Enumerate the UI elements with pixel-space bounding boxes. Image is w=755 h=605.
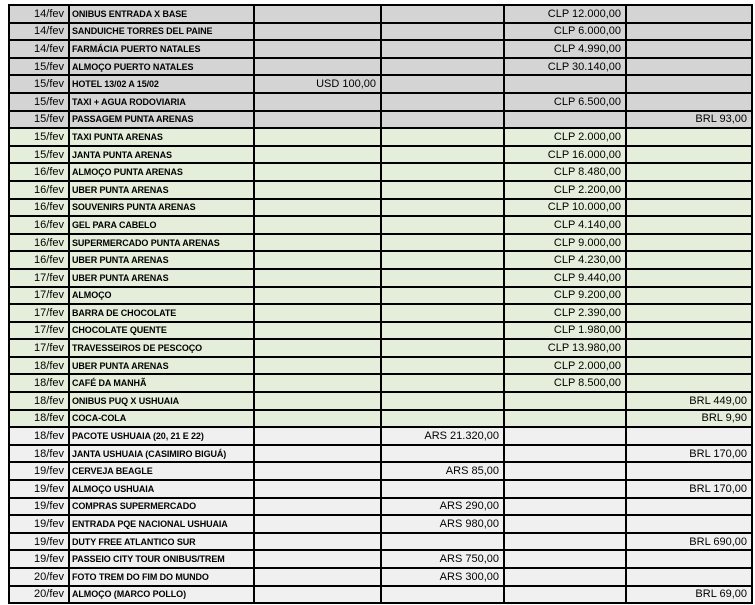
clp-amount-cell[interactable]: CLP 9.000,00 (504, 234, 626, 252)
ars-amount-cell[interactable] (381, 339, 504, 357)
expense-table (8, 4, 753, 604)
description-cell[interactable]: ALMOÇO (69, 287, 254, 305)
usd-amount-cell[interactable] (254, 216, 381, 234)
date-cell[interactable]: 19/fev (9, 480, 69, 498)
clp-amount-cell[interactable] (504, 515, 626, 533)
description-cell[interactable]: SANDUICHE TORRES DEL PAINE (69, 23, 254, 41)
ars-amount-cell[interactable] (381, 146, 504, 164)
usd-amount-cell[interactable] (254, 515, 381, 533)
date-cell[interactable]: 15/fev (9, 93, 69, 111)
table-row (9, 322, 752, 340)
date-cell[interactable]: 16/fev (9, 199, 69, 217)
description-cell[interactable]: PASSEIO CITY TOUR ONIBUS/TREM (69, 550, 254, 568)
brl-amount-cell[interactable] (626, 128, 752, 146)
clp-amount-cell[interactable]: CLP 10.000,00 (504, 199, 626, 217)
brl-amount-cell[interactable] (626, 199, 752, 217)
brl-amount-cell[interactable] (626, 374, 752, 392)
table-row (9, 515, 752, 533)
description-cell[interactable]: TAXI PUNTA ARENAS (69, 128, 254, 146)
date-cell[interactable]: 18/fev (9, 410, 69, 428)
usd-amount-cell[interactable] (254, 93, 381, 111)
ars-amount-cell[interactable] (381, 5, 504, 23)
description-cell[interactable]: ALMOÇO PUNTA ARENAS (69, 163, 254, 181)
expense-table-body (9, 5, 752, 603)
description-cell[interactable]: ENTRADA PQE NACIONAL USHUAIA (69, 515, 254, 533)
usd-amount-cell[interactable] (254, 392, 381, 410)
usd-amount-cell[interactable] (254, 5, 381, 23)
brl-amount-cell[interactable]: BRL 9,90 (626, 410, 752, 428)
description-cell[interactable]: HOTEL 13/02 A 15/02 (69, 75, 254, 93)
ars-amount-cell[interactable] (381, 357, 504, 375)
brl-amount-cell[interactable] (626, 93, 752, 111)
usd-amount-cell[interactable] (254, 322, 381, 340)
date-cell[interactable]: 15/fev (9, 58, 69, 76)
usd-amount-cell[interactable] (254, 339, 381, 357)
ars-amount-cell[interactable] (381, 322, 504, 340)
brl-amount-cell[interactable] (626, 75, 752, 93)
date-cell[interactable]: 18/fev (9, 392, 69, 410)
clp-amount-cell[interactable] (504, 533, 626, 551)
date-cell[interactable]: 16/fev (9, 216, 69, 234)
clp-amount-cell[interactable] (504, 586, 626, 604)
clp-amount-cell[interactable]: CLP 13.980,00 (504, 339, 626, 357)
ars-amount-cell[interactable] (381, 128, 504, 146)
ars-amount-cell[interactable] (381, 251, 504, 269)
table-row (9, 93, 752, 111)
clp-amount-cell[interactable]: CLP 6.000,00 (504, 23, 626, 41)
ars-amount-cell[interactable]: ARS 980,00 (381, 515, 504, 533)
ars-amount-cell[interactable] (381, 269, 504, 287)
clp-amount-cell[interactable] (504, 111, 626, 129)
table-row (9, 216, 752, 234)
usd-amount-cell[interactable] (254, 462, 381, 480)
brl-amount-cell[interactable] (626, 181, 752, 199)
description-cell[interactable]: BARRA DE CHOCOLATE (69, 304, 254, 322)
usd-amount-cell[interactable] (254, 586, 381, 604)
clp-amount-cell[interactable] (504, 550, 626, 568)
clp-amount-cell[interactable] (504, 568, 626, 586)
clp-amount-cell[interactable]: CLP 8.480,00 (504, 163, 626, 181)
clp-amount-cell[interactable]: CLP 2.000,00 (504, 357, 626, 375)
date-cell[interactable]: 14/fev (9, 40, 69, 58)
table-row (9, 586, 752, 604)
date-cell[interactable]: 19/fev (9, 550, 69, 568)
usd-amount-cell[interactable] (254, 568, 381, 586)
description-cell[interactable]: CHOCOLATE QUENTE (69, 322, 254, 340)
date-cell[interactable]: 15/fev (9, 111, 69, 129)
usd-amount-cell[interactable] (254, 533, 381, 551)
clp-amount-cell[interactable]: CLP 4.140,00 (504, 216, 626, 234)
table-row (9, 146, 752, 164)
clp-amount-cell[interactable]: CLP 12.000,00 (504, 5, 626, 23)
description-cell[interactable]: JANTA PUNTA ARENAS (69, 146, 254, 164)
description-cell[interactable]: FARMÁCIA PUERTO NATALES (69, 40, 254, 58)
ars-amount-cell[interactable] (381, 480, 504, 498)
description-cell[interactable]: COMPRAS SUPERMERCADO (69, 498, 254, 516)
usd-amount-cell[interactable] (254, 304, 381, 322)
ars-amount-cell[interactable] (381, 304, 504, 322)
brl-amount-cell[interactable]: BRL 93,00 (626, 111, 752, 129)
clp-amount-cell[interactable]: CLP 6.500,00 (504, 93, 626, 111)
clp-amount-cell[interactable]: CLP 9.440,00 (504, 269, 626, 287)
clp-amount-cell[interactable]: CLP 9.200,00 (504, 287, 626, 305)
description-cell[interactable]: ONIBUS PUQ X USHUAIA (69, 392, 254, 410)
ars-amount-cell[interactable] (381, 234, 504, 252)
date-cell[interactable]: 20/fev (9, 586, 69, 604)
brl-amount-cell[interactable] (626, 515, 752, 533)
date-cell[interactable]: 19/fev (9, 462, 69, 480)
description-cell[interactable]: COCA-COLA (69, 410, 254, 428)
description-cell[interactable]: ALMOÇO (MARCO POLLO) (69, 586, 254, 604)
date-cell[interactable]: 15/fev (9, 146, 69, 164)
description-cell[interactable]: GEL PARA CABELO (69, 216, 254, 234)
usd-amount-cell[interactable] (254, 163, 381, 181)
date-cell[interactable]: 15/fev (9, 128, 69, 146)
brl-amount-cell[interactable]: BRL 690,00 (626, 533, 752, 551)
table-row (9, 269, 752, 287)
brl-amount-cell[interactable] (626, 251, 752, 269)
usd-amount-cell[interactable] (254, 251, 381, 269)
table-row (9, 75, 752, 93)
usd-amount-cell[interactable] (254, 550, 381, 568)
brl-amount-cell[interactable] (626, 163, 752, 181)
ars-amount-cell[interactable] (381, 199, 504, 217)
brl-amount-cell[interactable]: BRL 69,00 (626, 586, 752, 604)
ars-amount-cell[interactable]: ARS 21.320,00 (381, 427, 504, 445)
brl-amount-cell[interactable] (626, 568, 752, 586)
description-cell[interactable]: CAFÉ DA MANHÃ (69, 374, 254, 392)
clp-amount-cell[interactable] (504, 392, 626, 410)
table-row (9, 251, 752, 269)
table-row (9, 5, 752, 23)
brl-amount-cell[interactable] (626, 339, 752, 357)
brl-amount-cell[interactable] (626, 322, 752, 340)
brl-amount-cell[interactable] (626, 146, 752, 164)
date-cell[interactable]: 16/fev (9, 234, 69, 252)
table-row (9, 480, 752, 498)
description-cell[interactable]: UBER PUNTA ARENAS (69, 269, 254, 287)
table-row (9, 23, 752, 41)
usd-amount-cell[interactable] (254, 480, 381, 498)
usd-amount-cell[interactable] (254, 287, 381, 305)
ars-amount-cell[interactable] (381, 392, 504, 410)
date-cell[interactable]: 16/fev (9, 251, 69, 269)
date-cell[interactable]: 16/fev (9, 181, 69, 199)
description-cell[interactable]: UBER PUNTA ARENAS (69, 251, 254, 269)
ars-amount-cell[interactable] (381, 445, 504, 463)
table-row (9, 58, 752, 76)
brl-amount-cell[interactable] (626, 427, 752, 445)
table-row (9, 392, 752, 410)
usd-amount-cell[interactable] (254, 146, 381, 164)
ars-amount-cell[interactable] (381, 533, 504, 551)
usd-amount-cell[interactable] (254, 269, 381, 287)
description-cell[interactable]: SUPERMERCADO PUNTA ARENAS (69, 234, 254, 252)
description-cell[interactable]: ALMOÇO USHUAIA (69, 480, 254, 498)
clp-amount-cell[interactable] (504, 462, 626, 480)
ars-amount-cell[interactable] (381, 58, 504, 76)
ars-amount-cell[interactable] (381, 216, 504, 234)
table-row (9, 462, 752, 480)
description-cell[interactable]: ONIBUS ENTRADA X BASE (69, 5, 254, 23)
clp-amount-cell[interactable]: CLP 16.000,00 (504, 146, 626, 164)
date-cell[interactable]: 19/fev (9, 533, 69, 551)
usd-amount-cell[interactable] (254, 111, 381, 129)
date-cell[interactable]: 18/fev (9, 374, 69, 392)
table-row (9, 128, 752, 146)
brl-amount-cell[interactable] (626, 23, 752, 41)
table-row (9, 234, 752, 252)
date-cell[interactable]: 17/fev (9, 304, 69, 322)
usd-amount-cell[interactable] (254, 410, 381, 428)
clp-amount-cell[interactable]: CLP 1.980,00 (504, 322, 626, 340)
brl-amount-cell[interactable] (626, 234, 752, 252)
usd-amount-cell[interactable] (254, 23, 381, 41)
clp-amount-cell[interactable] (504, 480, 626, 498)
brl-amount-cell[interactable]: BRL 449,00 (626, 392, 752, 410)
table-row (9, 304, 752, 322)
ars-amount-cell[interactable]: ARS 300,00 (381, 568, 504, 586)
date-cell[interactable]: 15/fev (9, 75, 69, 93)
ars-amount-cell[interactable] (381, 23, 504, 41)
brl-amount-cell[interactable] (626, 304, 752, 322)
table-row (9, 40, 752, 58)
clp-amount-cell[interactable]: CLP 8.500,00 (504, 374, 626, 392)
spreadsheet-area (8, 4, 753, 604)
date-cell[interactable]: 18/fev (9, 427, 69, 445)
usd-amount-cell[interactable] (254, 374, 381, 392)
table-row (9, 287, 752, 305)
clp-amount-cell[interactable]: CLP 2.200,00 (504, 181, 626, 199)
description-cell[interactable]: ALMOÇO PUERTO NATALES (69, 58, 254, 76)
table-row (9, 533, 752, 551)
usd-amount-cell[interactable] (254, 58, 381, 76)
table-row (9, 427, 752, 445)
description-cell[interactable]: UBER PUNTA ARENAS (69, 181, 254, 199)
description-cell[interactable]: UBER PUNTA ARENAS (69, 357, 254, 375)
brl-amount-cell[interactable]: BRL 170,00 (626, 480, 752, 498)
date-cell[interactable]: 17/fev (9, 322, 69, 340)
usd-amount-cell[interactable] (254, 498, 381, 516)
table-row (9, 163, 752, 181)
ars-amount-cell[interactable] (381, 410, 504, 428)
date-cell[interactable]: 19/fev (9, 515, 69, 533)
usd-amount-cell[interactable] (254, 445, 381, 463)
clp-amount-cell[interactable] (504, 445, 626, 463)
ars-amount-cell[interactable]: ARS 85,00 (381, 462, 504, 480)
brl-amount-cell[interactable] (626, 58, 752, 76)
date-cell[interactable]: 16/fev (9, 163, 69, 181)
table-row (9, 374, 752, 392)
brl-amount-cell[interactable] (626, 550, 752, 568)
brl-amount-cell[interactable]: BRL 170,00 (626, 445, 752, 463)
ars-amount-cell[interactable]: ARS 290,00 (381, 498, 504, 516)
date-cell[interactable]: 14/fev (9, 23, 69, 41)
usd-amount-cell[interactable] (254, 199, 381, 217)
brl-amount-cell[interactable] (626, 287, 752, 305)
brl-amount-cell[interactable] (626, 40, 752, 58)
clp-amount-cell[interactable] (504, 498, 626, 516)
ars-amount-cell[interactable] (381, 181, 504, 199)
brl-amount-cell[interactable] (626, 357, 752, 375)
ars-amount-cell[interactable]: ARS 750,00 (381, 550, 504, 568)
table-row (9, 498, 752, 516)
date-cell[interactable]: 19/fev (9, 498, 69, 516)
table-row (9, 199, 752, 217)
table-row (9, 410, 752, 428)
clp-amount-cell[interactable]: CLP 2.390,00 (504, 304, 626, 322)
date-cell[interactable]: 17/fev (9, 269, 69, 287)
table-row (9, 445, 752, 463)
ars-amount-cell[interactable] (381, 75, 504, 93)
usd-amount-cell[interactable] (254, 357, 381, 375)
clp-amount-cell[interactable] (504, 427, 626, 445)
usd-amount-cell[interactable]: USD 100,00 (254, 75, 381, 93)
date-cell[interactable]: 18/fev (9, 357, 69, 375)
table-row (9, 550, 752, 568)
description-cell[interactable]: DUTY FREE ATLANTICO SUR (69, 533, 254, 551)
description-cell[interactable]: TRAVESSEIROS DE PESCOÇO (69, 339, 254, 357)
description-cell[interactable]: TAXI + AGUA RODOVIARIA (69, 93, 254, 111)
usd-amount-cell[interactable] (254, 40, 381, 58)
brl-amount-cell[interactable] (626, 498, 752, 516)
clp-amount-cell[interactable] (504, 75, 626, 93)
table-row (9, 339, 752, 357)
date-cell[interactable]: 14/fev (9, 5, 69, 23)
date-cell[interactable]: 17/fev (9, 339, 69, 357)
table-row (9, 181, 752, 199)
ars-amount-cell[interactable] (381, 93, 504, 111)
ars-amount-cell[interactable] (381, 586, 504, 604)
ars-amount-cell[interactable] (381, 163, 504, 181)
usd-amount-cell[interactable] (254, 128, 381, 146)
clp-amount-cell[interactable]: CLP 2.000,00 (504, 128, 626, 146)
ars-amount-cell[interactable] (381, 287, 504, 305)
ars-amount-cell[interactable] (381, 111, 504, 129)
ars-amount-cell[interactable] (381, 40, 504, 58)
brl-amount-cell[interactable] (626, 216, 752, 234)
usd-amount-cell[interactable] (254, 181, 381, 199)
description-cell[interactable]: SOUVENIRS PUNTA ARENAS (69, 199, 254, 217)
brl-amount-cell[interactable] (626, 462, 752, 480)
date-cell[interactable]: 20/fev (9, 568, 69, 586)
date-cell[interactable]: 17/fev (9, 287, 69, 305)
clp-amount-cell[interactable]: CLP 30.140,00 (504, 58, 626, 76)
table-row (9, 111, 752, 129)
ars-amount-cell[interactable] (381, 374, 504, 392)
usd-amount-cell[interactable] (254, 234, 381, 252)
date-cell[interactable]: 18/fev (9, 445, 69, 463)
table-row (9, 568, 752, 586)
description-cell[interactable]: PASSAGEM PUNTA ARENAS (69, 111, 254, 129)
description-cell[interactable]: FOTO TREM DO FIM DO MUNDO (69, 568, 254, 586)
description-cell[interactable]: JANTA USHUAIA (CASIMIRO BIGUÁ) (69, 445, 254, 463)
clp-amount-cell[interactable] (504, 410, 626, 428)
clp-amount-cell[interactable]: CLP 4.990,00 (504, 40, 626, 58)
clp-amount-cell[interactable]: CLP 4.230,00 (504, 251, 626, 269)
brl-amount-cell[interactable] (626, 5, 752, 23)
table-row (9, 357, 752, 375)
brl-amount-cell[interactable] (626, 269, 752, 287)
description-cell[interactable]: CERVEJA BEAGLE (69, 462, 254, 480)
description-cell[interactable]: PACOTE USHUAIA (20, 21 E 22) (69, 427, 254, 445)
usd-amount-cell[interactable] (254, 427, 381, 445)
